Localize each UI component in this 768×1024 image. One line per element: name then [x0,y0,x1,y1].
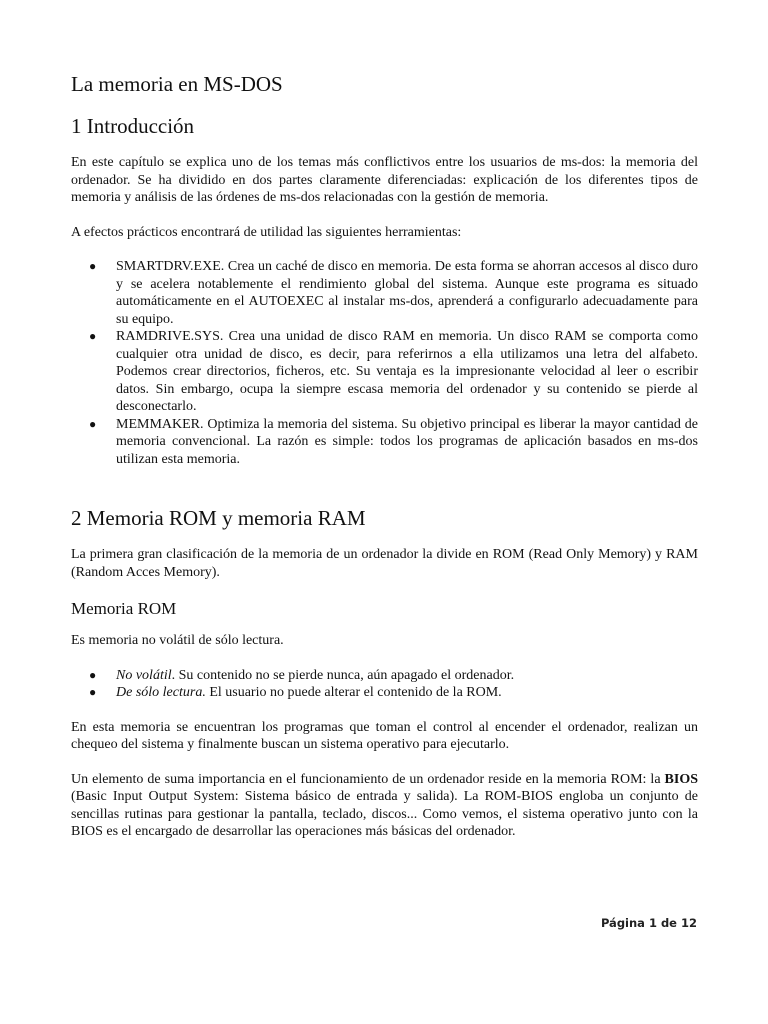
rom-properties-list [71,667,698,702]
bullet-icon: ● [89,329,97,343]
bios-paragraph-rest: (Basic Input Output System: Sistema básico de entrada y salida). La ROM-BIOS engloba un conjunto de sencillas rutinas para gestionar la pantalla, teclado, discos... Como vemos, el sistema operativo junto con la BIOS es el encargado de desarrollar las operaciones más básicas del ordenador. [71,789,698,839]
list-item-text: RAMDRIVE.SYS. Crea una unidad de disco RAM en memoria. Un disco RAM se comporta como cualquier otra unidad de disco, es decir, para referirnos a ella utilizamos una letra del alfabeto. Podemos crear directorios, ficheros, etc. Su ventaja es la impresionante velocidad al leer o escribir datos. Sin embargo, ocupa la siempre escasa memoria del ordenador y su contenido se pierde al desconectarlo. [116,329,698,414]
tools-list [71,258,698,468]
section-heading-introduccion: 1 Introducción [71,114,195,138]
page-number-footer: Página 1 de 12 [600,916,697,930]
bullet-icon: ● [89,685,97,699]
list-item [71,667,698,685]
rom-programs-paragraph: En esta memoria se encuentran los programas que toman el control al encender el ordenador, realizan un chequeo del sistema y finalmente buscan un sistema operativo para ejecutarlo. [71,719,698,752]
intro-paragraph: En este capítulo se explica uno de los temas más conflictivos entre los usuarios de ms-dos: la memoria del ordenador. Se ha dividido en dos partes claramente diferenciadas: explicación de los diferentes tipos de memoria y análisis de las órdenes de ms-dos relacionadas con la gestión de memoria. [71,155,698,205]
bullet-icon: ● [89,667,97,682]
list-item [71,684,698,702]
classification-paragraph: La primera gran clasificación de la memoria de un ordenador la divide en ROM (Read Only Memory) y RAM (Random Acces Memory). [71,547,698,580]
bios-paragraph [71,771,698,841]
tools-intro-paragraph: A efectos prácticos encontrará de utilidad las siguientes herramientas: [71,224,462,240]
list-item [71,416,698,469]
property-description: El usuario no puede alterar el contenido de la ROM. [209,685,502,700]
property-term: De sólo lectura. [116,685,206,700]
property-description: Su contenido no se pierde nunca, aún apagado el ordenador. [178,667,515,683]
subsection-heading-memoria-rom: Memoria ROM [71,599,177,618]
bullet-icon: ● [89,416,97,431]
rom-intro-paragraph: Es memoria no volátil de sólo lectura. [71,633,284,648]
page-content [71,70,698,858]
bios-term: BIOS [664,771,698,787]
property-term: No volátil [116,667,172,683]
bullet-icon: ● [89,259,97,273]
document-title: La memoria en MS-DOS [71,72,283,96]
bios-paragraph-intro: Un elemento de suma importancia en el funcionamiento de un ordenador reside en la memoria ROM: la [71,771,665,787]
list-item [71,258,698,328]
section-heading-memoria-rom-ram: 2 Memoria ROM y memoria RAM [71,506,366,530]
property-separator: . [171,667,179,683]
list-item [71,328,698,416]
list-item-text: MEMMAKER. Optimiza la memoria del sistema. Su objetivo principal es liberar la mayor cantidad de memoria convencional. La razón es simple: todos los programas de aplicación basados en ms-dos utilizan esta memoria. [116,416,698,467]
list-item-text: SMARTDRV.EXE. Crea un caché de disco en memoria. De esta forma se ahorran accesos al disco duro y se acelera notablemente el rendimiento global del sistema. Aunque este programa es situado automáticamente en el AUTOEXEC al instalar ms-dos, aprenderá a configurarlo adecuadamente para su equipo. [116,259,698,327]
